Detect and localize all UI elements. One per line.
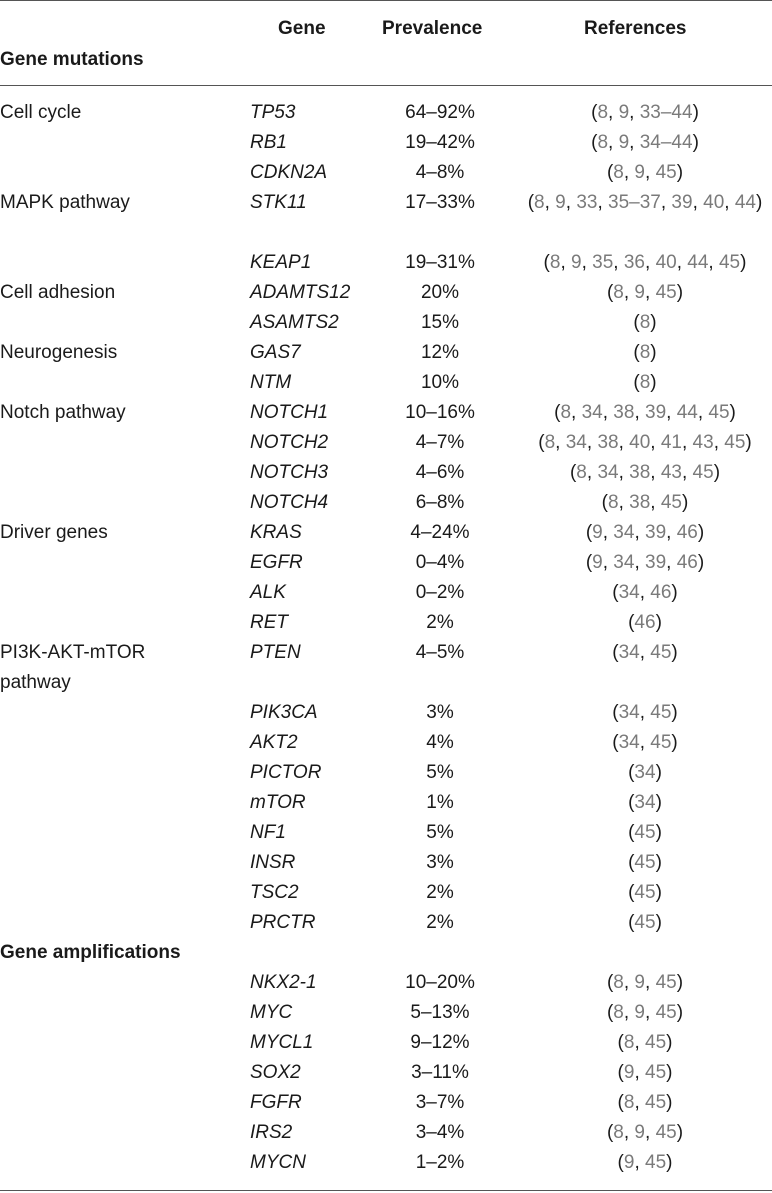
reference-link[interactable]: 8 [544, 432, 556, 453]
row-references: (8, 9, 45) [606, 1122, 684, 1143]
reference-link[interactable]: 45 [645, 1062, 667, 1083]
row-prevalence: 5–13% [410, 1002, 470, 1023]
row-prevalence: 1% [426, 792, 454, 813]
row-gene: AKT2 [250, 732, 298, 753]
reference-link[interactable]: 8 [623, 1032, 635, 1053]
row-references: (34, 45) [612, 642, 678, 663]
table-row [0, 968, 772, 998]
reference-link[interactable]: 44 [687, 252, 709, 273]
reference-link[interactable]: 40 [703, 192, 725, 213]
reference-link[interactable]: 8 [597, 102, 609, 123]
row-prevalence: 10% [420, 372, 460, 393]
row-references: (8, 9, 34–44) [591, 132, 699, 153]
row-gene: ASAMTS2 [250, 312, 339, 333]
reference-link[interactable]: 38 [629, 462, 651, 483]
reference-link[interactable]: 39 [645, 522, 667, 543]
reference-link[interactable]: 9 [634, 162, 645, 183]
reference-link[interactable]: 38 [629, 492, 651, 513]
table-row [0, 398, 772, 428]
row-prevalence: 4–24% [410, 522, 470, 543]
row-references: (9, 34, 39, 46) [585, 522, 705, 543]
row-gene: NOTCH3 [250, 462, 329, 483]
row-prevalence: 20% [420, 282, 460, 303]
row-gene: MYC [250, 1002, 293, 1023]
reference-link[interactable]: 38 [597, 432, 619, 453]
row-gene: MYCL1 [250, 1032, 314, 1053]
row-gene: NF1 [250, 822, 286, 843]
reference-link[interactable]: 45 [655, 1002, 677, 1023]
reference-link[interactable]: 39 [671, 192, 693, 213]
reference-link[interactable]: 9 [623, 1062, 635, 1083]
table-row [0, 698, 772, 728]
row-gene: KEAP1 [250, 252, 312, 273]
reference-link[interactable]: 34 [613, 552, 635, 573]
reference-link[interactable]: 9 [555, 192, 566, 213]
row-references: (34, 45) [612, 732, 678, 753]
reference-link[interactable]: 8 [597, 132, 609, 153]
row-gene: FGFR [250, 1092, 302, 1113]
row-references: (9, 34, 39, 46) [585, 552, 705, 573]
reference-link[interactable]: 33–44 [639, 102, 693, 123]
table-row [0, 1148, 772, 1178]
row-prevalence: 0–4% [415, 552, 465, 573]
row-references: (45) [628, 882, 662, 903]
table-row [0, 458, 772, 488]
row-gene: PTEN [250, 642, 301, 663]
row-gene: INSR [250, 852, 296, 873]
row-references: (9, 45) [617, 1152, 673, 1173]
row-prevalence: 15% [420, 312, 460, 333]
row-references: (34, 46) [612, 582, 678, 603]
reference-link[interactable]: 45 [634, 912, 656, 933]
reference-link[interactable]: 43 [692, 432, 714, 453]
row-prevalence: 4–7% [415, 432, 465, 453]
table-row [0, 338, 772, 368]
row-category: Gene amplifications [0, 942, 181, 963]
reference-link[interactable]: 9 [634, 1002, 645, 1023]
header-prevalence: Prevalence [382, 18, 483, 39]
reference-link[interactable]: 45 [655, 282, 677, 303]
reference-link[interactable]: 34 [618, 582, 640, 603]
reference-link[interactable]: 34–44 [639, 132, 693, 153]
reference-link[interactable]: 35–37 [608, 192, 661, 213]
reference-link[interactable]: 33 [576, 192, 598, 213]
row-prevalence: 12% [420, 342, 460, 363]
row-category: Driver genes [0, 522, 108, 543]
reference-link[interactable]: 45 [655, 972, 677, 993]
reference-link[interactable]: 45 [650, 702, 672, 723]
row-gene: NKX2-1 [250, 972, 317, 993]
table-row [0, 818, 772, 848]
row-references: (8, 9, 45) [606, 1002, 684, 1023]
reference-link[interactable]: 45 [645, 1152, 667, 1173]
row-gene: PIK3CA [250, 702, 318, 723]
row-references: (8, 38, 45) [601, 492, 689, 513]
reference-link[interactable]: 34 [581, 402, 603, 423]
row-references: (34) [628, 792, 662, 813]
reference-link[interactable]: 9 [634, 1122, 645, 1143]
reference-link[interactable]: 45 [724, 432, 746, 453]
row-gene: NOTCH4 [250, 492, 329, 513]
reference-link[interactable]: 8 [613, 1122, 624, 1143]
row-gene: SOX2 [250, 1062, 301, 1083]
row-references: (8, 34, 38, 39, 44, 45) [554, 402, 736, 423]
reference-link[interactable]: 45 [655, 1122, 677, 1143]
row-gene: TP53 [250, 102, 296, 123]
table-row [0, 128, 772, 158]
row-gene: PICTOR [250, 762, 322, 783]
header-references: References [584, 18, 687, 39]
row-prevalence: 4% [426, 732, 454, 753]
reference-link[interactable]: 46 [676, 552, 698, 573]
row-prevalence: 17–33% [405, 192, 475, 213]
reference-link[interactable]: 38 [613, 402, 635, 423]
header-gene: Gene [278, 18, 326, 39]
row-prevalence: 3–11% [411, 1062, 469, 1083]
reference-link[interactable]: 8 [613, 282, 624, 303]
row-prevalence: 1–2% [415, 1152, 465, 1173]
table-row [0, 728, 772, 758]
row-category: Cell cycle [0, 102, 82, 123]
row-prevalence: 9–12% [410, 1032, 470, 1053]
row-references: (34, 45) [612, 702, 678, 723]
row-references: (8, 9, 33, 35–37, 39, 40, 44) [527, 192, 763, 213]
row-category: MAPK pathway [0, 192, 130, 213]
reference-link[interactable]: 34 [618, 702, 640, 723]
table-row [0, 758, 772, 788]
reference-link[interactable]: 45 [634, 822, 656, 843]
row-references: (8, 9, 35, 36, 40, 44, 45) [543, 252, 747, 273]
reference-link[interactable]: 45 [645, 1032, 667, 1053]
row-prevalence: 4–5% [415, 642, 465, 663]
reference-link[interactable]: 39 [645, 552, 667, 573]
reference-link[interactable]: 45 [634, 852, 656, 873]
row-prevalence: 4–8% [415, 162, 465, 183]
table-row [0, 608, 772, 638]
row-references: (8, 34, 38, 40, 41, 43, 45) [538, 432, 752, 453]
reference-link[interactable]: 40 [629, 432, 651, 453]
reference-link[interactable]: 9 [592, 522, 603, 543]
reference-link[interactable]: 8 [613, 162, 624, 183]
row-gene: NOTCH2 [250, 432, 329, 453]
reference-link[interactable]: 9 [623, 1152, 635, 1173]
header-rule [0, 85, 772, 86]
row-gene: ALK [250, 582, 286, 603]
row-references: (8, 9, 33–44) [591, 102, 699, 123]
row-references: (45) [628, 822, 662, 843]
reference-link[interactable]: 8 [639, 372, 651, 393]
table-row [0, 1118, 772, 1148]
reference-link[interactable]: 8 [534, 192, 545, 213]
reference-link[interactable]: 34 [565, 432, 587, 453]
table-row [0, 1088, 772, 1118]
table-row [0, 188, 772, 248]
reference-link[interactable]: 45 [660, 492, 682, 513]
table-row [0, 1058, 772, 1088]
bottom-rule [0, 1190, 772, 1191]
table-row [0, 518, 772, 548]
row-prevalence: 19–42% [405, 132, 475, 153]
reference-link[interactable]: 36 [623, 252, 645, 273]
table-row [0, 428, 772, 458]
row-gene: mTOR [250, 792, 306, 813]
row-prevalence: 3% [426, 852, 454, 873]
reference-link[interactable]: 45 [718, 252, 741, 273]
row-prevalence: 0–2% [415, 582, 465, 603]
row-references: (8, 9, 45) [606, 162, 684, 183]
row-prevalence: 10–16% [405, 402, 475, 423]
table-row [0, 1028, 772, 1058]
reference-link[interactable]: 44 [734, 192, 756, 213]
reference-link[interactable]: 34 [618, 732, 640, 753]
row-category: Cell adhesion [0, 282, 116, 303]
row-prevalence: 10–20% [405, 972, 475, 993]
row-category: PI3K-AKT-mTOR pathway [0, 642, 146, 693]
row-prevalence: 2% [426, 882, 454, 903]
reference-link[interactable]: 45 [692, 462, 714, 483]
reference-link[interactable]: 40 [655, 252, 677, 273]
row-gene: KRAS [250, 522, 302, 543]
reference-link[interactable]: 9 [634, 282, 645, 303]
row-references: (8) [633, 372, 657, 393]
reference-link[interactable]: 8 [623, 1092, 635, 1113]
row-references: (46) [628, 612, 662, 633]
row-references: (9, 45) [617, 1062, 673, 1083]
section-gene-mutations: Gene mutations [0, 49, 144, 70]
reference-link[interactable]: 34 [613, 522, 635, 543]
reference-link[interactable]: 34 [597, 462, 619, 483]
reference-link[interactable]: 46 [634, 612, 656, 633]
row-prevalence: 2% [426, 912, 454, 933]
table-row [0, 98, 772, 128]
table-row [0, 158, 772, 188]
reference-link[interactable]: 34 [634, 762, 656, 783]
table-row [0, 908, 772, 938]
table-row [0, 848, 772, 878]
reference-link[interactable]: 45 [650, 642, 672, 663]
reference-link[interactable]: 9 [571, 252, 582, 273]
row-gene: NTM [250, 372, 292, 393]
reference-link[interactable]: 8 [639, 342, 651, 363]
row-gene: STK11 [250, 192, 307, 213]
row-prevalence: 3% [426, 702, 454, 723]
table-row [0, 278, 772, 308]
row-references: (8, 9, 45) [606, 282, 684, 303]
row-prevalence: 3–4% [415, 1122, 465, 1143]
row-gene: RB1 [250, 132, 287, 153]
table-row [0, 998, 772, 1028]
reference-link[interactable]: 45 [655, 162, 677, 183]
table-row [0, 308, 772, 338]
table-row [0, 368, 772, 398]
row-references: (8, 34, 38, 43, 45) [569, 462, 721, 483]
reference-link[interactable]: 9 [634, 972, 645, 993]
row-prevalence: 4–6% [415, 462, 465, 483]
table-row [0, 878, 772, 908]
table-row [0, 938, 772, 968]
row-references: (34) [628, 762, 662, 783]
reference-link[interactable]: 9 [618, 102, 630, 123]
reference-link[interactable]: 45 [634, 882, 656, 903]
row-prevalence: 19–31% [405, 252, 475, 273]
row-gene: NOTCH1 [250, 402, 329, 423]
reference-link[interactable]: 35 [592, 252, 614, 273]
reference-link[interactable]: 46 [676, 522, 698, 543]
reference-link[interactable]: 46 [650, 582, 672, 603]
row-gene: IRS2 [250, 1122, 293, 1143]
row-gene: CDKN2A [250, 162, 328, 183]
reference-link[interactable]: 45 [645, 1092, 667, 1113]
row-references: (8, 9, 45) [606, 972, 684, 993]
row-prevalence: 64–92% [405, 102, 475, 123]
row-gene: ADAMTS12 [250, 282, 351, 303]
reference-link[interactable]: 8 [549, 252, 561, 273]
table-row [0, 578, 772, 608]
row-prevalence: 2% [426, 612, 454, 633]
reference-link[interactable]: 41 [660, 432, 682, 453]
row-prevalence: 5% [426, 822, 454, 843]
reference-link[interactable]: 34 [618, 642, 640, 663]
reference-link[interactable]: 9 [592, 552, 603, 573]
row-gene: PRCTR [250, 912, 316, 933]
reference-link[interactable]: 45 [650, 732, 672, 753]
row-category: Notch pathway [0, 402, 126, 423]
row-prevalence: 6–8% [415, 492, 465, 513]
top-rule [0, 0, 772, 1]
reference-link[interactable]: 44 [676, 402, 698, 423]
table-row [0, 548, 772, 578]
reference-link[interactable]: 34 [634, 792, 656, 813]
row-gene: EGFR [250, 552, 303, 573]
row-category: Neurogenesis [0, 342, 118, 363]
reference-link[interactable]: 8 [639, 312, 651, 333]
reference-link[interactable]: 8 [576, 462, 587, 483]
reference-link[interactable]: 9 [618, 132, 630, 153]
row-gene: RET [250, 612, 288, 633]
row-references: (8) [633, 342, 657, 363]
reference-link[interactable]: 8 [613, 1002, 624, 1023]
table-row [0, 788, 772, 818]
row-gene: MYCN [250, 1152, 306, 1173]
reference-link[interactable]: 45 [708, 402, 730, 423]
row-references: (8) [633, 312, 657, 333]
row-gene: TSC2 [250, 882, 299, 903]
row-prevalence: 3–7% [415, 1092, 465, 1113]
reference-link[interactable]: 43 [660, 462, 682, 483]
reference-link[interactable]: 8 [608, 492, 619, 513]
row-references: (8, 45) [617, 1032, 673, 1053]
table-row [0, 488, 772, 518]
row-references: (8, 45) [617, 1092, 673, 1113]
row-gene: GAS7 [250, 342, 301, 363]
row-prevalence: 5% [426, 762, 454, 783]
reference-link[interactable]: 8 [613, 972, 624, 993]
reference-link[interactable]: 39 [645, 402, 667, 423]
reference-link[interactable]: 8 [560, 402, 572, 423]
row-references: (45) [628, 912, 662, 933]
row-references: (45) [628, 852, 662, 873]
table-row [0, 638, 772, 698]
table-row [0, 248, 772, 278]
